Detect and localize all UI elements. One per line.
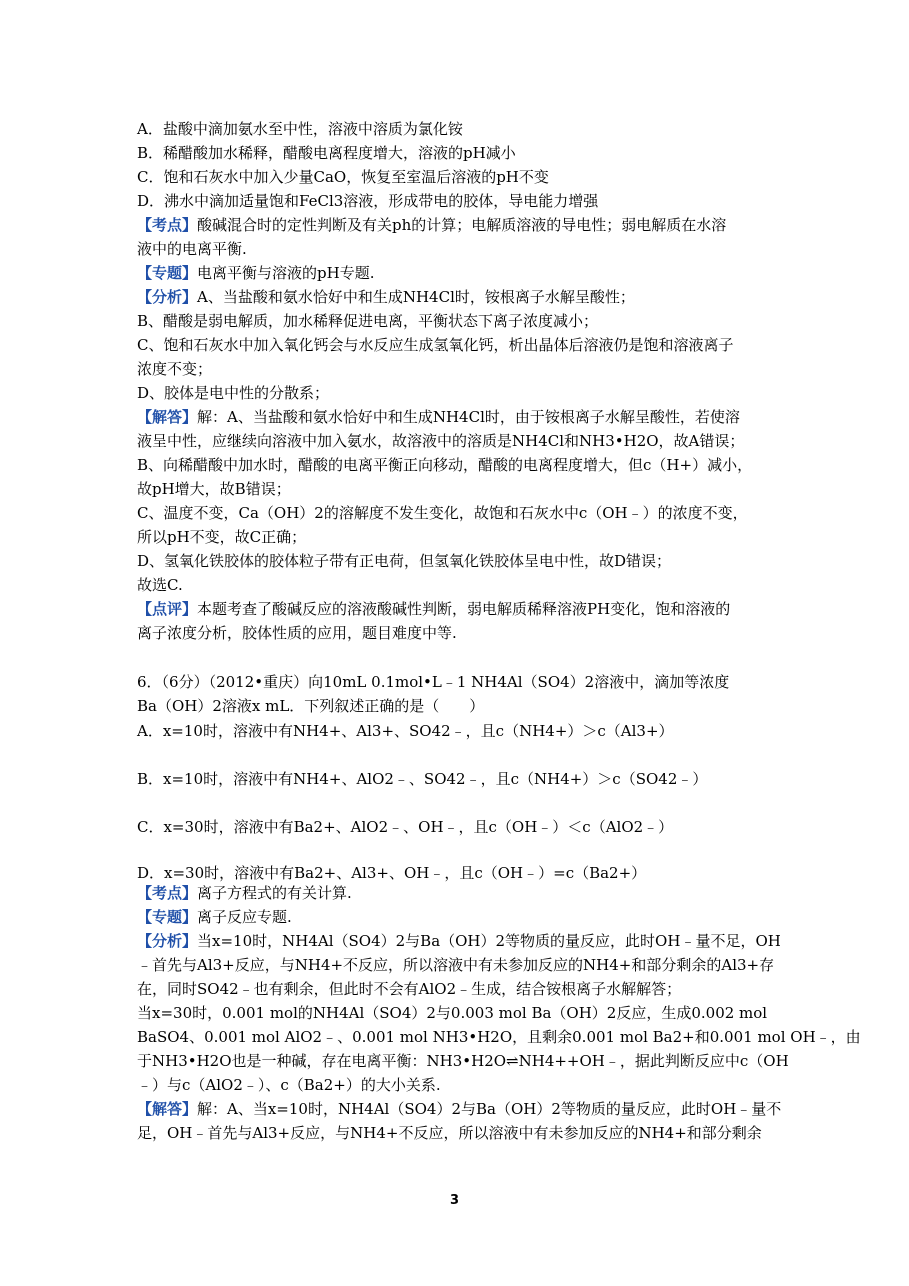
text-line bbox=[137, 358, 787, 380]
line-text: 液中的电离平衡. bbox=[137, 240, 247, 258]
text-line bbox=[137, 526, 787, 548]
text-line bbox=[137, 406, 787, 428]
section-tag: 【点评】 bbox=[137, 600, 198, 618]
section-tag: 【解答】 bbox=[137, 1100, 198, 1118]
line-text: D．x=30时，溶液中有Ba2+、Al3+、OH﹣，且c（OH﹣）=c（Ba2+） bbox=[137, 864, 647, 882]
line-text: D、胶体是电中性的分散系； bbox=[137, 384, 330, 402]
line-text: 离子方程式的有关计算. bbox=[197, 884, 352, 902]
text-line bbox=[137, 142, 787, 164]
page-number: 3 bbox=[449, 1193, 460, 1208]
line-text: 液呈中性，应继续向溶液中加入氨水，故溶液中的溶质是NH4Cl和NH3•H2O，故A错误； bbox=[137, 432, 745, 450]
line-text: 所以pH不变，故C正确； bbox=[137, 528, 307, 546]
text-line bbox=[137, 954, 787, 976]
section-tag: 【考点】 bbox=[137, 216, 198, 234]
line-text: 电离平衡与溶液的pH专题. bbox=[197, 264, 375, 282]
line-text: C、温度不变，Ca（OH）2的溶解度不发生变化，故饱和石灰水中c（OH﹣）的浓度不变， bbox=[137, 504, 748, 522]
text-line bbox=[137, 430, 787, 452]
line-text: B．x=10时，溶液中有NH4+、AlO2﹣、SO42﹣，且c（NH4+）＞c（SO42﹣） bbox=[137, 770, 708, 788]
text-line bbox=[137, 906, 787, 928]
text-line bbox=[137, 768, 787, 790]
line-text: 6．（6分）（2012•重庆）向10mL 0.1mol•L﹣1 NH4Al（SO4）2溶液中，滴加等浓度 bbox=[137, 673, 730, 691]
section-tag: 【考点】 bbox=[137, 884, 198, 902]
text-line bbox=[137, 286, 787, 308]
line-text: 解：A、当x=10时，NH4Al（SO4）2与Ba（OH）2等物质的量反应，此时OH﹣量不 bbox=[197, 1100, 782, 1118]
line-text: BaSO4、0.001 mol AlO2﹣、0.001 mol NH3•H2O，且剩余0.001 mol Ba2+和0.001 mol OH﹣，由 bbox=[137, 1028, 861, 1046]
line-text: 于NH3•H2O也是一种碱，存在电离平衡：NH3•H2O⇌NH4++OH﹣，据此判断反应中c（OH bbox=[137, 1052, 789, 1070]
text-line bbox=[137, 502, 787, 524]
line-text: 当x=30时，0.001 mol的NH4Al（SO4）2与0.003 mol Ba（OH）2反应，生成0.002 mol bbox=[137, 1004, 768, 1022]
line-text: 在，同时SO42﹣也有剩余，但此时不会有AlO2﹣生成，结合铵根离子水解解答； bbox=[137, 980, 682, 998]
line-text: C．饱和石灰水中加入少量CaO，恢复至室温后溶液的pH不变 bbox=[137, 168, 549, 186]
line-text: 解：A、当盐酸和氨水恰好中和生成NH4Cl时，由于铵根离子水解呈酸性，若使溶 bbox=[197, 408, 740, 426]
text-line bbox=[137, 190, 787, 212]
text-line bbox=[137, 1122, 787, 1144]
text-line bbox=[137, 978, 787, 1000]
line-text: 足，OH﹣首先与Al3+反应，与NH4+不反应，所以溶液中有未参加反应的NH4+和部分剩余 bbox=[137, 1124, 762, 1142]
text-line bbox=[137, 550, 787, 572]
text-line bbox=[137, 930, 787, 952]
line-text: C．x=30时，溶液中有Ba2+、AlO2﹣、OH﹣，且c（OH﹣）＜c（AlO2﹣） bbox=[137, 818, 674, 836]
line-text: B、醋酸是弱电解质，加水稀释促进电离，平衡状态下离子浓度减小； bbox=[137, 312, 599, 330]
text-line bbox=[137, 262, 787, 284]
line-text: D．沸水中滴加适量饱和FeCl3溶液，形成带电的胶体，导电能力增强 bbox=[137, 192, 599, 210]
line-text: A．x=10时，溶液中有NH4+、Al3+、SO42﹣，且c（NH4+）＞c（Al3+） bbox=[137, 722, 674, 740]
text-line bbox=[137, 478, 787, 500]
section-tag: 【分析】 bbox=[137, 932, 198, 950]
line-text: 故选C. bbox=[137, 576, 183, 594]
line-text: B、向稀醋酸中加水时，醋酸的电离平衡正向移动，醋酸的电离程度增大，但c（H+）减小， bbox=[137, 456, 753, 474]
text-line bbox=[137, 862, 787, 884]
text-line bbox=[137, 1026, 861, 1048]
line-text: ﹣）与c（AlO2﹣）、c（Ba2+）的大小关系. bbox=[137, 1076, 441, 1094]
line-text: B．稀醋酸加水稀释，醋酸电离程度增大，溶液的pH减小 bbox=[137, 144, 516, 162]
text-line bbox=[137, 1050, 787, 1072]
line-text: C、饱和石灰水中加入氧化钙会与水反应生成氢氧化钙，析出晶体后溶液仍是饱和溶液离子 bbox=[137, 336, 734, 354]
text-line bbox=[137, 214, 787, 236]
text-line bbox=[137, 816, 787, 838]
line-text: 离子反应专题. bbox=[197, 908, 292, 926]
line-text: ﹣首先与Al3+反应，与NH4+不反应，所以溶液中有未参加反应的NH4+和部分剩余的Al3+存 bbox=[137, 956, 775, 974]
text-line bbox=[137, 310, 787, 332]
line-text: D、氢氧化铁胶体的胶体粒子带有正电荷，但氢氧化铁胶体呈电中性，故D错误； bbox=[137, 552, 672, 570]
text-line bbox=[137, 720, 787, 742]
text-line bbox=[137, 334, 787, 356]
text-line bbox=[137, 454, 787, 476]
text-line bbox=[137, 598, 787, 620]
text-line bbox=[137, 574, 787, 596]
line-text: 离子浓度分析，胶体性质的应用，题目难度中等. bbox=[137, 624, 457, 642]
line-text: A、当盐酸和氨水恰好中和生成NH4Cl时，铵根离子水解呈酸性； bbox=[197, 288, 635, 306]
section-tag: 【专题】 bbox=[137, 908, 198, 926]
line-text: 酸碱混合时的定性判断及有关ph的计算；电解质溶液的导电性；弱电解质在水溶 bbox=[197, 216, 727, 234]
section-tag: 【专题】 bbox=[137, 264, 198, 282]
line-text: 故pH增大，故B错误； bbox=[137, 480, 291, 498]
line-text: 当x=10时，NH4Al（SO4）2与Ba（OH）2等物质的量反应，此时OH﹣量不足，OH bbox=[197, 932, 781, 950]
text-line bbox=[137, 882, 787, 904]
text-line bbox=[137, 166, 787, 188]
text-line bbox=[137, 1098, 787, 1120]
text-line bbox=[137, 382, 787, 404]
line-text: Ba（OH）2溶液x mL．下列叙述正确的是（ ） bbox=[137, 697, 485, 715]
text-line bbox=[137, 238, 787, 260]
text-line bbox=[137, 695, 787, 717]
text-line bbox=[137, 622, 787, 644]
text-line bbox=[137, 1002, 787, 1024]
line-text: 浓度不变； bbox=[137, 360, 213, 378]
text-line bbox=[137, 118, 787, 140]
text-line bbox=[137, 1074, 787, 1096]
line-text: A．盐酸中滴加氨水至中性，溶液中溶质为氯化铵 bbox=[137, 120, 463, 138]
line-text: 本题考查了酸碱反应的溶液酸碱性判断，弱电解质稀释溶液PH变化，饱和溶液的 bbox=[197, 600, 731, 618]
section-tag: 【分析】 bbox=[137, 288, 198, 306]
text-line bbox=[137, 671, 787, 693]
section-tag: 【解答】 bbox=[137, 408, 198, 426]
